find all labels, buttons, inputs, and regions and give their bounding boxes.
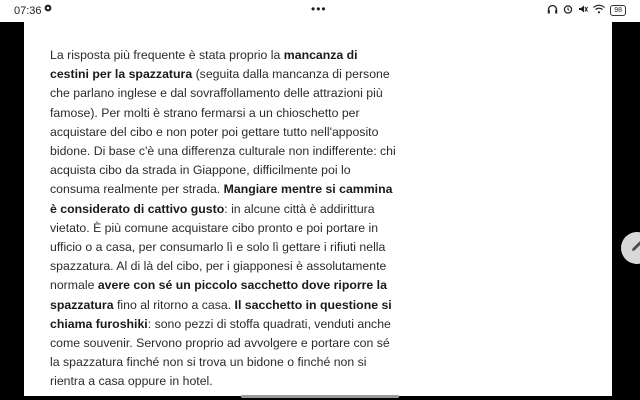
status-bar xyxy=(0,0,640,22)
article-bold-text: Il sacchetto in questione si chiama furoshiki xyxy=(50,297,392,331)
multi-window-menu[interactable]: ••• xyxy=(311,2,327,16)
right-margin xyxy=(612,22,640,396)
article-bold-text: avere con sé un piccolo sacchetto dove riporre la spazzatura xyxy=(50,278,387,312)
status-icons xyxy=(547,4,626,17)
notification-dot-icon xyxy=(44,4,52,15)
article-text: : in alcune città è addirittura vietato. È più comune acquistare cibo pronto e poi portare in ufficio o a casa, per consumarlo lì e solo lì gettare i rifiuti nella spazzatura. Al di là del cibo, per i giapponesi è assolutamente normale xyxy=(50,201,387,293)
alarm-icon xyxy=(563,4,573,17)
left-margin xyxy=(0,22,24,396)
navigation-handle[interactable] xyxy=(241,395,399,398)
status-time: 07:36 xyxy=(14,5,42,17)
article-text: : sono pezzi di stoffa quadrati, venduti anche come souvenir. Servono proprio ad avvolgere e portare con sé la spazzatura finché non si trova un bidone o finché non si rientra a casa oppure in hotel. xyxy=(50,316,391,389)
article-text: fino al ritorno a casa. xyxy=(113,297,235,312)
mute-icon xyxy=(578,4,588,17)
article-text: La risposta più frequente è stata proprio la xyxy=(50,48,284,62)
reader-page[interactable] xyxy=(24,22,612,396)
article-paragraph xyxy=(50,46,396,392)
battery-indicator: 98 xyxy=(610,5,626,16)
article-text: (seguita dalla mancanza di persone che parlano inglese e dal sovraffollamento delle attrazioni più famose). Per molti è strano fermarsi a un chioschetto per acquistare del cibo e non poter poi gettare tutto nell'apposito bidone. Di base c'è una differenza culturale non indifferente: chi acquista cibo da strada in Giappone, difficilmente poi lo consuma realmente per strada. xyxy=(50,67,396,197)
pencil-icon xyxy=(630,239,640,258)
wifi-icon xyxy=(593,4,605,17)
article-bold-text: mancanza di cestini per la spazzatura xyxy=(50,48,358,82)
article-bold-text: Mangiare mentre si cammina è considerato di cattivo gusto xyxy=(50,182,393,216)
headphones-icon xyxy=(547,4,558,17)
